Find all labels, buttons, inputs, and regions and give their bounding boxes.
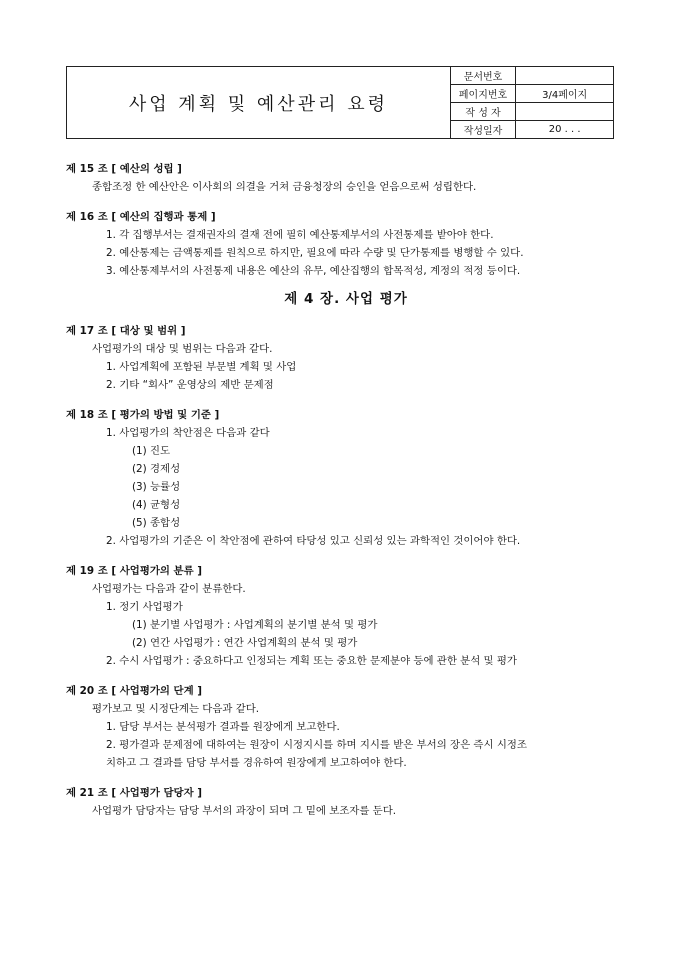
article-20-item: 2. 평가결과 문제점에 대하여는 원장이 시정지시를 하며 지시를 받은 부서의 장은 즉시 시정조 <box>106 739 527 751</box>
article-17-item: 1. 사업계획에 포함된 부문별 계획 및 사업 <box>106 361 297 373</box>
chapter-heading: 제 4 장. 사업 평가 <box>284 291 408 307</box>
article-17-intro: 사업평가의 대상 및 범위는 다음과 같다. <box>92 343 273 355</box>
author-label: 작 성 자 <box>450 103 515 121</box>
date-label: 작성일자 <box>450 121 515 139</box>
article-19-item: 1. 정기 사업평가 <box>106 601 183 613</box>
doc-number-label: 문서번호 <box>450 67 515 85</box>
article-21-text: 사업평가 담당자는 담당 부서의 과장이 되며 그 밑에 보조자를 둔다. <box>92 805 397 817</box>
article-15-text: 종합조정 한 예산안은 이사회의 의결을 거쳐 금융청장의 승인을 얻음으로써 성립한다. <box>92 181 477 193</box>
article-16-item: 2. 예산통제는 금액통제를 원칙으로 하지만, 필요에 따라 수량 및 단가통제를 병행할 수 있다. <box>106 247 524 259</box>
article-19-subitem: (2) 연간 사업평가 : 연간 사업계획의 분석 및 평가 <box>132 637 358 649</box>
article-16-item: 1. 각 집행부서는 결재권자의 결재 전에 필히 예산통제부서의 사전통제를 받아야 한다. <box>106 229 494 241</box>
page-number-label: 페이지번호 <box>450 85 515 103</box>
article-15-heading: 제 15 조 [ 예산의 성립 ] <box>66 163 182 175</box>
article-20-item-continued: 치하고 그 결과를 담당 부서를 경유하여 원장에게 보고하여야 한다. <box>106 757 407 769</box>
article-20-intro: 평가보고 및 시정단계는 다음과 같다. <box>92 703 260 715</box>
article-19-subitem: (1) 분기별 사업평가 : 사업계획의 분기별 분석 및 평가 <box>132 619 378 631</box>
article-20-heading: 제 20 조 [ 사업평가의 단계 ] <box>66 685 202 697</box>
doc-number-value <box>516 67 614 85</box>
article-19-heading: 제 19 조 [ 사업평가의 분류 ] <box>66 565 202 577</box>
article-17-item: 2. 기타 “회사” 운영상의 제반 문제점 <box>106 379 274 391</box>
page-number-value: 3/4페이지 <box>516 85 614 103</box>
article-17-heading: 제 17 조 [ 대상 및 범위 ] <box>66 325 186 337</box>
article-21-heading: 제 21 조 [ 사업평가 담당자 ] <box>66 787 202 799</box>
article-19-intro: 사업평가는 다음과 같이 분류한다. <box>92 583 246 595</box>
article-16-heading: 제 16 조 [ 예산의 집행과 통제 ] <box>66 211 216 223</box>
article-18-item: 1. 사업평가의 착안점은 다음과 같다 <box>106 427 270 439</box>
article-18-subitem: (3) 능률성 <box>132 481 181 493</box>
article-18-subitem: (5) 종합성 <box>132 517 181 529</box>
article-18-subitem: (2) 경제성 <box>132 463 181 475</box>
article-18-heading: 제 18 조 [ 평가의 방법 및 기준 ] <box>66 409 220 421</box>
document-body <box>66 160 626 820</box>
author-value <box>516 103 614 121</box>
article-18-subitem: (1) 진도 <box>132 445 171 457</box>
article-20-item: 1. 담당 부서는 분석평가 결과를 원장에게 보고한다. <box>106 721 340 733</box>
article-18-subitem: (4) 균형성 <box>132 499 181 511</box>
article-19-item: 2. 수시 사업평가 : 중요하다고 인정되는 계획 또는 중요한 문제분야 등에 관한 분석 및 평가 <box>106 655 517 667</box>
document-title: 사업 계획 및 예산관리 요령 <box>67 67 451 139</box>
article-18-item: 2. 사업평가의 기준은 이 착안점에 관하여 타당성 있고 신뢰성 있는 과학적인 것이어야 한다. <box>106 535 521 547</box>
date-value: 20 . . . <box>516 121 614 139</box>
document-header-table <box>66 66 614 139</box>
article-16-item: 3. 예산통제부서의 사전통제 내용은 예산의 유무, 예산집행의 합목적성, 계정의 적정 등이다. <box>106 265 521 277</box>
